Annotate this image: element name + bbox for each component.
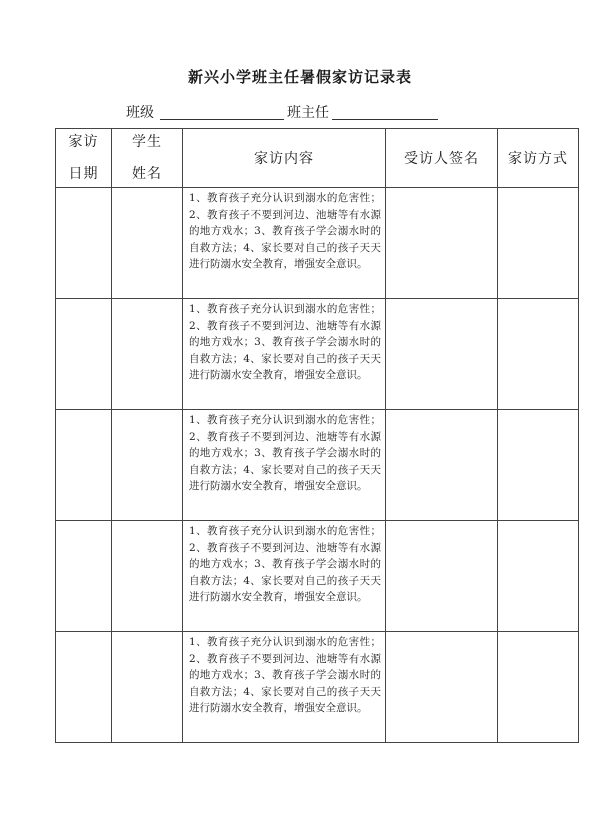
class-label: 班级: [126, 105, 154, 121]
signature-cell[interactable]: [386, 188, 498, 299]
student-name-cell[interactable]: [112, 410, 183, 521]
table-row: [56, 521, 579, 632]
visit-record-table: [55, 128, 579, 743]
class-field[interactable]: [160, 119, 284, 120]
header-student-name-line1: 学生: [132, 134, 162, 150]
teacher-field[interactable]: [332, 119, 438, 120]
header-student-name-line2: 姓名: [132, 166, 162, 182]
visit-date-cell[interactable]: [56, 188, 112, 299]
visit-content-cell: 1、教育孩子充分认识到溺水的危害性；2、教育孩子不要到河边、池塘等有水源的地方戏水；3、教育孩子学会溺水时的自救方法；4、家长要对自己的孩子天天进行防溺水安全教育，增强安全意识。: [183, 632, 386, 743]
signature-cell[interactable]: [386, 410, 498, 521]
visit-method-cell[interactable]: [498, 521, 579, 632]
document-title: 新兴小学班主任暑假家访记录表: [187, 68, 412, 86]
visit-method-cell[interactable]: [498, 410, 579, 521]
form-header-fields: [0, 102, 600, 124]
student-name-cell[interactable]: [112, 299, 183, 410]
visit-content-cell: 1、教育孩子充分认识到溺水的危害性；2、教育孩子不要到河边、池塘等有水源的地方戏水；3、教育孩子学会溺水时的自救方法；4、家长要对自己的孩子天天进行防溺水安全教育，增强安全意识。: [183, 410, 386, 521]
signature-cell[interactable]: [386, 632, 498, 743]
header-visit-method: 家访方式: [498, 129, 579, 188]
visit-date-cell[interactable]: [56, 299, 112, 410]
visit-content-cell: 1、教育孩子充分认识到溺水的危害性；2、教育孩子不要到河边、池塘等有水源的地方戏水；3、教育孩子学会溺水时的自救方法；4、家长要对自己的孩子天天进行防溺水安全教育，增强安全意识。: [183, 521, 386, 632]
student-name-cell[interactable]: [112, 188, 183, 299]
visit-method-cell[interactable]: [498, 299, 579, 410]
table-row: [56, 188, 579, 299]
signature-cell[interactable]: [386, 299, 498, 410]
student-name-cell[interactable]: [112, 521, 183, 632]
header-visit-date-line1: 家访: [68, 134, 99, 150]
signature-cell[interactable]: [386, 521, 498, 632]
visit-content-cell: 1、教育孩子充分认识到溺水的危害性；2、教育孩子不要到河边、池塘等有水源的地方戏水；3、教育孩子学会溺水时的自救方法；4、家长要对自己的孩子天天进行防溺水安全教育，增强安全意识。: [183, 188, 386, 299]
header-visit-date-line2: 日期: [68, 166, 99, 182]
header-visit-content: 家访内容: [183, 129, 386, 188]
table-row: [56, 410, 579, 521]
visit-method-cell[interactable]: [498, 188, 579, 299]
table-row: [56, 632, 579, 743]
student-name-cell[interactable]: [112, 632, 183, 743]
table-row: [56, 299, 579, 410]
visit-content-cell: 1、教育孩子充分认识到溺水的危害性；2、教育孩子不要到河边、池塘等有水源的地方戏水；3、教育孩子学会溺水时的自救方法；4、家长要对自己的孩子天天进行防溺水安全教育，增强安全意识。: [183, 299, 386, 410]
header-visit-date: [56, 129, 112, 188]
visit-date-cell[interactable]: [56, 410, 112, 521]
header-student-name: [112, 129, 183, 188]
visit-date-cell[interactable]: [56, 632, 112, 743]
table-header-row: [56, 129, 579, 188]
visit-date-cell[interactable]: [56, 521, 112, 632]
header-visitee-signature: 受访人签名: [386, 129, 498, 188]
visit-method-cell[interactable]: [498, 632, 579, 743]
teacher-label: 班主任: [287, 105, 329, 121]
